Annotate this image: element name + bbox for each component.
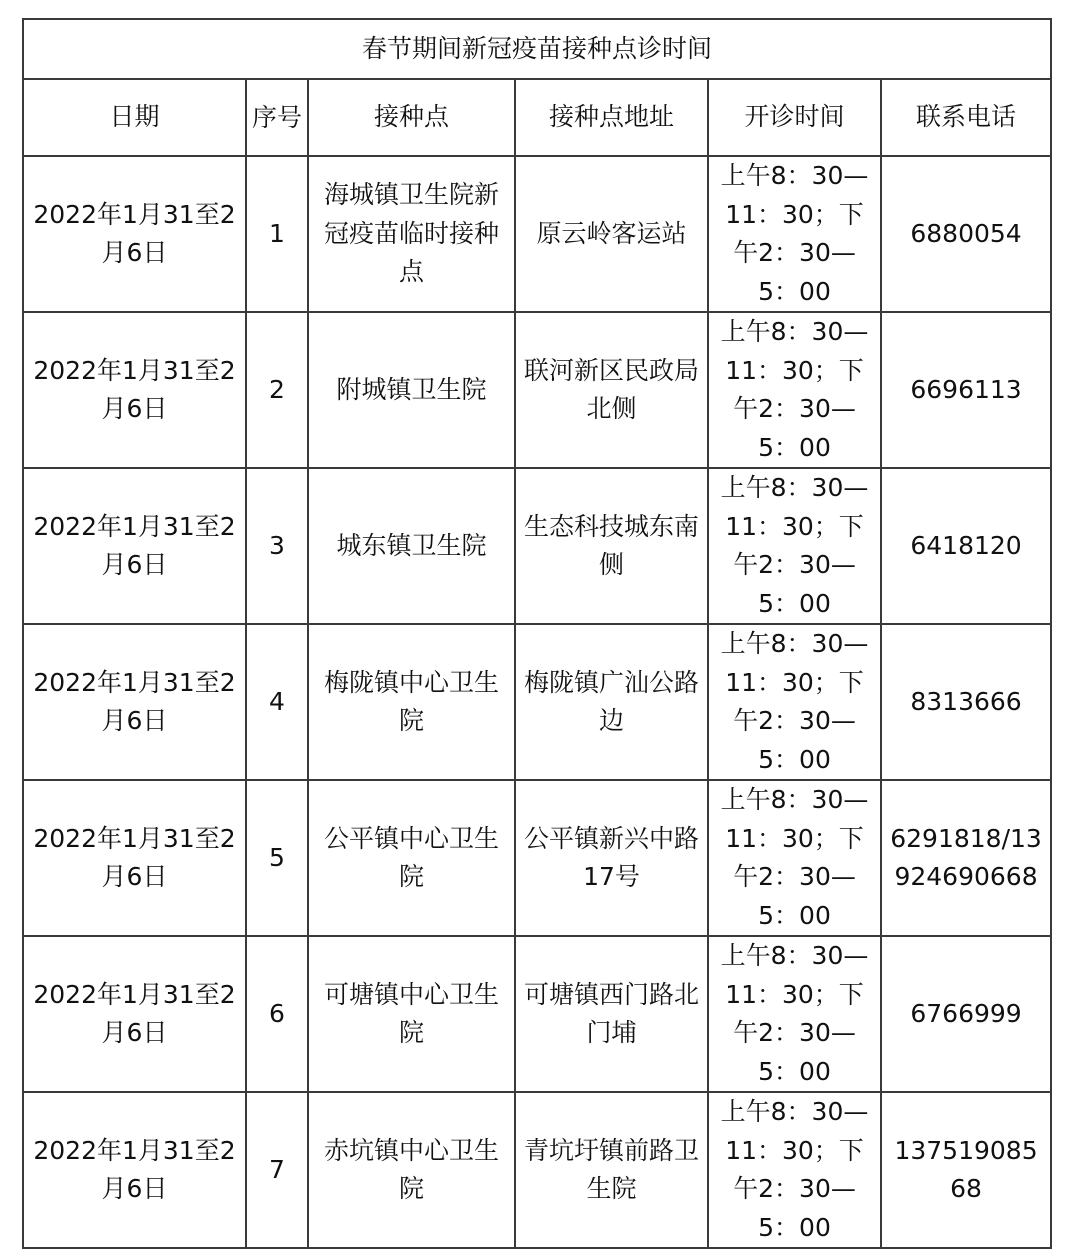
date-cell: 2022年1月31至2月6日 xyxy=(23,936,246,1092)
phone-cell: 6696113 xyxy=(881,312,1051,468)
hours-cell: 上午8：30—11：30；下午2：30—5：00 xyxy=(708,1092,881,1248)
date-cell: 2022年1月31至2月6日 xyxy=(23,624,246,780)
header-address: 接种点地址 xyxy=(515,79,708,156)
site-cell: 赤坑镇中心卫生院 xyxy=(308,1092,515,1248)
header-row xyxy=(23,79,1051,156)
date-cell: 2022年1月31至2月6日 xyxy=(23,1092,246,1248)
address-cell: 可塘镇西门路北门埔 xyxy=(515,936,708,1092)
seq-cell: 5 xyxy=(246,780,308,936)
address-cell: 联河新区民政局北侧 xyxy=(515,312,708,468)
table-row xyxy=(23,468,1051,624)
date-cell: 2022年1月31至2月6日 xyxy=(23,780,246,936)
table-title: 春节期间新冠疫苗接种点诊时间 xyxy=(23,19,1051,79)
phone-cell: 6291818/13924690668 xyxy=(881,780,1051,936)
address-cell: 生态科技城东南侧 xyxy=(515,468,708,624)
header-date: 日期 xyxy=(23,79,246,156)
address-cell: 梅陇镇广汕公路边 xyxy=(515,624,708,780)
site-cell: 可塘镇中心卫生院 xyxy=(308,936,515,1092)
header-phone: 联系电话 xyxy=(881,79,1051,156)
table-row xyxy=(23,936,1051,1092)
date-cell: 2022年1月31至2月6日 xyxy=(23,156,246,312)
header-seq: 序号 xyxy=(246,79,308,156)
address-cell: 公平镇新兴中路17号 xyxy=(515,780,708,936)
site-cell: 公平镇中心卫生院 xyxy=(308,780,515,936)
table-row xyxy=(23,156,1051,312)
date-cell: 2022年1月31至2月6日 xyxy=(23,468,246,624)
hours-cell: 上午8：30—11：30；下午2：30—5：00 xyxy=(708,624,881,780)
phone-cell: 6766999 xyxy=(881,936,1051,1092)
seq-cell: 1 xyxy=(246,156,308,312)
hours-cell: 上午8：30—11：30；下午2：30—5：00 xyxy=(708,156,881,312)
clinic-schedule-table xyxy=(22,18,1052,1249)
table-row xyxy=(23,624,1051,780)
table-row xyxy=(23,780,1051,936)
date-cell: 2022年1月31至2月6日 xyxy=(23,312,246,468)
phone-cell: 6880054 xyxy=(881,156,1051,312)
seq-cell: 7 xyxy=(246,1092,308,1248)
header-site: 接种点 xyxy=(308,79,515,156)
seq-cell: 3 xyxy=(246,468,308,624)
site-cell: 梅陇镇中心卫生院 xyxy=(308,624,515,780)
seq-cell: 2 xyxy=(246,312,308,468)
hours-cell: 上午8：30—11：30；下午2：30—5：00 xyxy=(708,468,881,624)
site-cell: 海城镇卫生院新冠疫苗临时接种点 xyxy=(308,156,515,312)
hours-cell: 上午8：30—11：30；下午2：30—5：00 xyxy=(708,312,881,468)
phone-cell: 8313666 xyxy=(881,624,1051,780)
site-cell: 附城镇卫生院 xyxy=(308,312,515,468)
site-cell: 城东镇卫生院 xyxy=(308,468,515,624)
address-cell: 青坑圩镇前路卫生院 xyxy=(515,1092,708,1248)
table-row xyxy=(23,1092,1051,1248)
hours-cell: 上午8：30—11：30；下午2：30—5：00 xyxy=(708,780,881,936)
hours-cell: 上午8：30—11：30；下午2：30—5：00 xyxy=(708,936,881,1092)
phone-cell: 13751908568 xyxy=(881,1092,1051,1248)
address-cell: 原云岭客运站 xyxy=(515,156,708,312)
header-hours: 开诊时间 xyxy=(708,79,881,156)
table-row xyxy=(23,312,1051,468)
seq-cell: 4 xyxy=(246,624,308,780)
phone-cell: 6418120 xyxy=(881,468,1051,624)
seq-cell: 6 xyxy=(246,936,308,1092)
